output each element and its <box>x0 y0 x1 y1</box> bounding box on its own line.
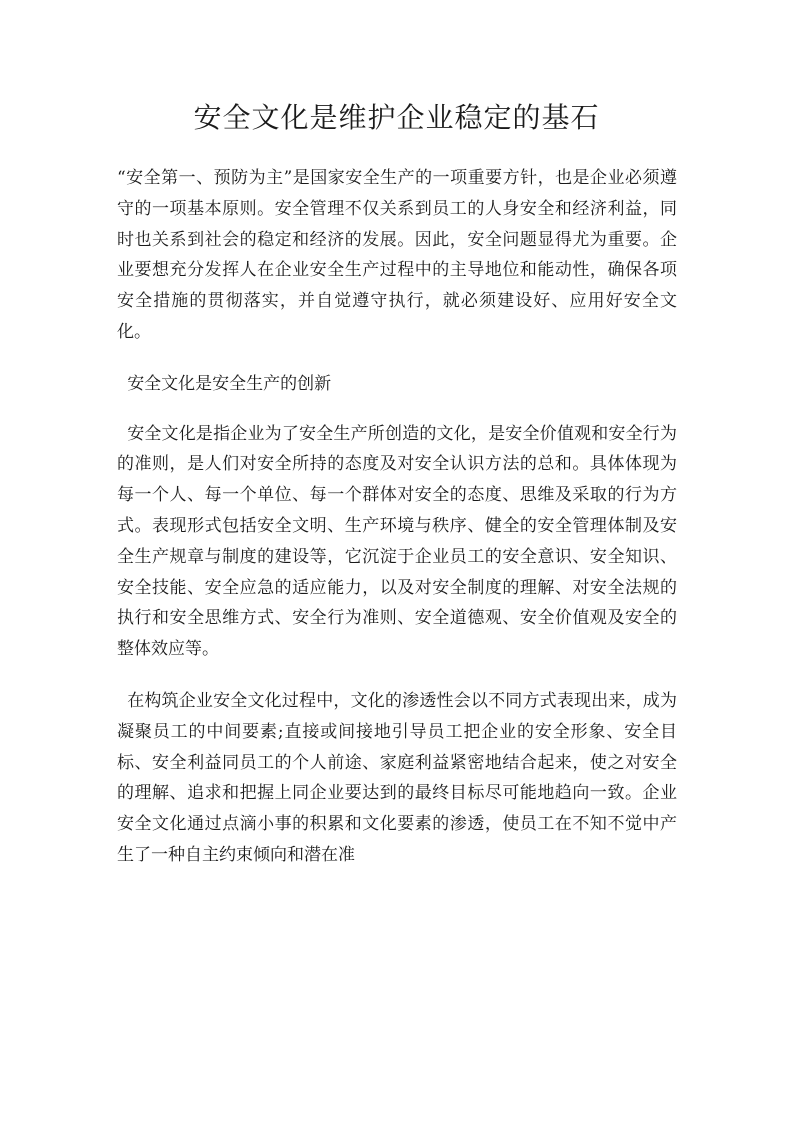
document-body <box>117 163 677 871</box>
paragraph-definition: 安全文化是指企业为了安全生产所创造的文化，是安全价值观和安全行为的准则，是人们对安全所持的态度及对安全认识方法的总和。具体体现为每一个人、每一个单位、每一个群体对安全的态度、思维及采取的行为方式。表现形式包括安全文明、生产环境与秩序、健全的安全管理体制及安全生产规章与制度的建设等，它沉淀于企业员工的安全意识、安全知识、安全技能、安全应急的适应能力，以及对安全制度的理解、对安全法规的执行和安全思维方式、安全行为准则、安全道德观、安全价值观及安全的整体效应等。 <box>117 423 677 660</box>
paragraph-construction: 在构筑企业安全文化过程中，文化的渗透性会以不同方式表现出来，成为凝聚员工的中间要素;直接或间接地引导员工把企业的安全形象、安全目标、安全利益同员工的个人前途、家庭利益紧密地结合起来，使之对安全的理解、追求和把握上同企业要达到的最终目标尽可能地趋向一致。企业安全文化通过点滴小事的积累和文化要素的渗透，使员工在不知不觉中产生了一种自主约束倾向和潜在准 <box>117 690 677 865</box>
section-heading: 安全文化是安全生产的创新 <box>127 373 332 394</box>
paragraph-intro: “安全第一、预防为主”是国家安全生产的一项重要方针，也是企业必须遵守的一项基本原则。安全管理不仅关系到员工的人身安全和经济利益，同时也关系到社会的稳定和经济的发展。因此，安全问题显得尤为重要。企业要想充分发挥人在企业安全生产过程中的主导地位和能动性，确保各项安全措施的贯彻落实，并自觉遵守执行，就必须建设好、应用好安全文化。 <box>117 168 677 342</box>
document-title: 安全文化是维护企业稳定的基石 <box>193 101 600 134</box>
